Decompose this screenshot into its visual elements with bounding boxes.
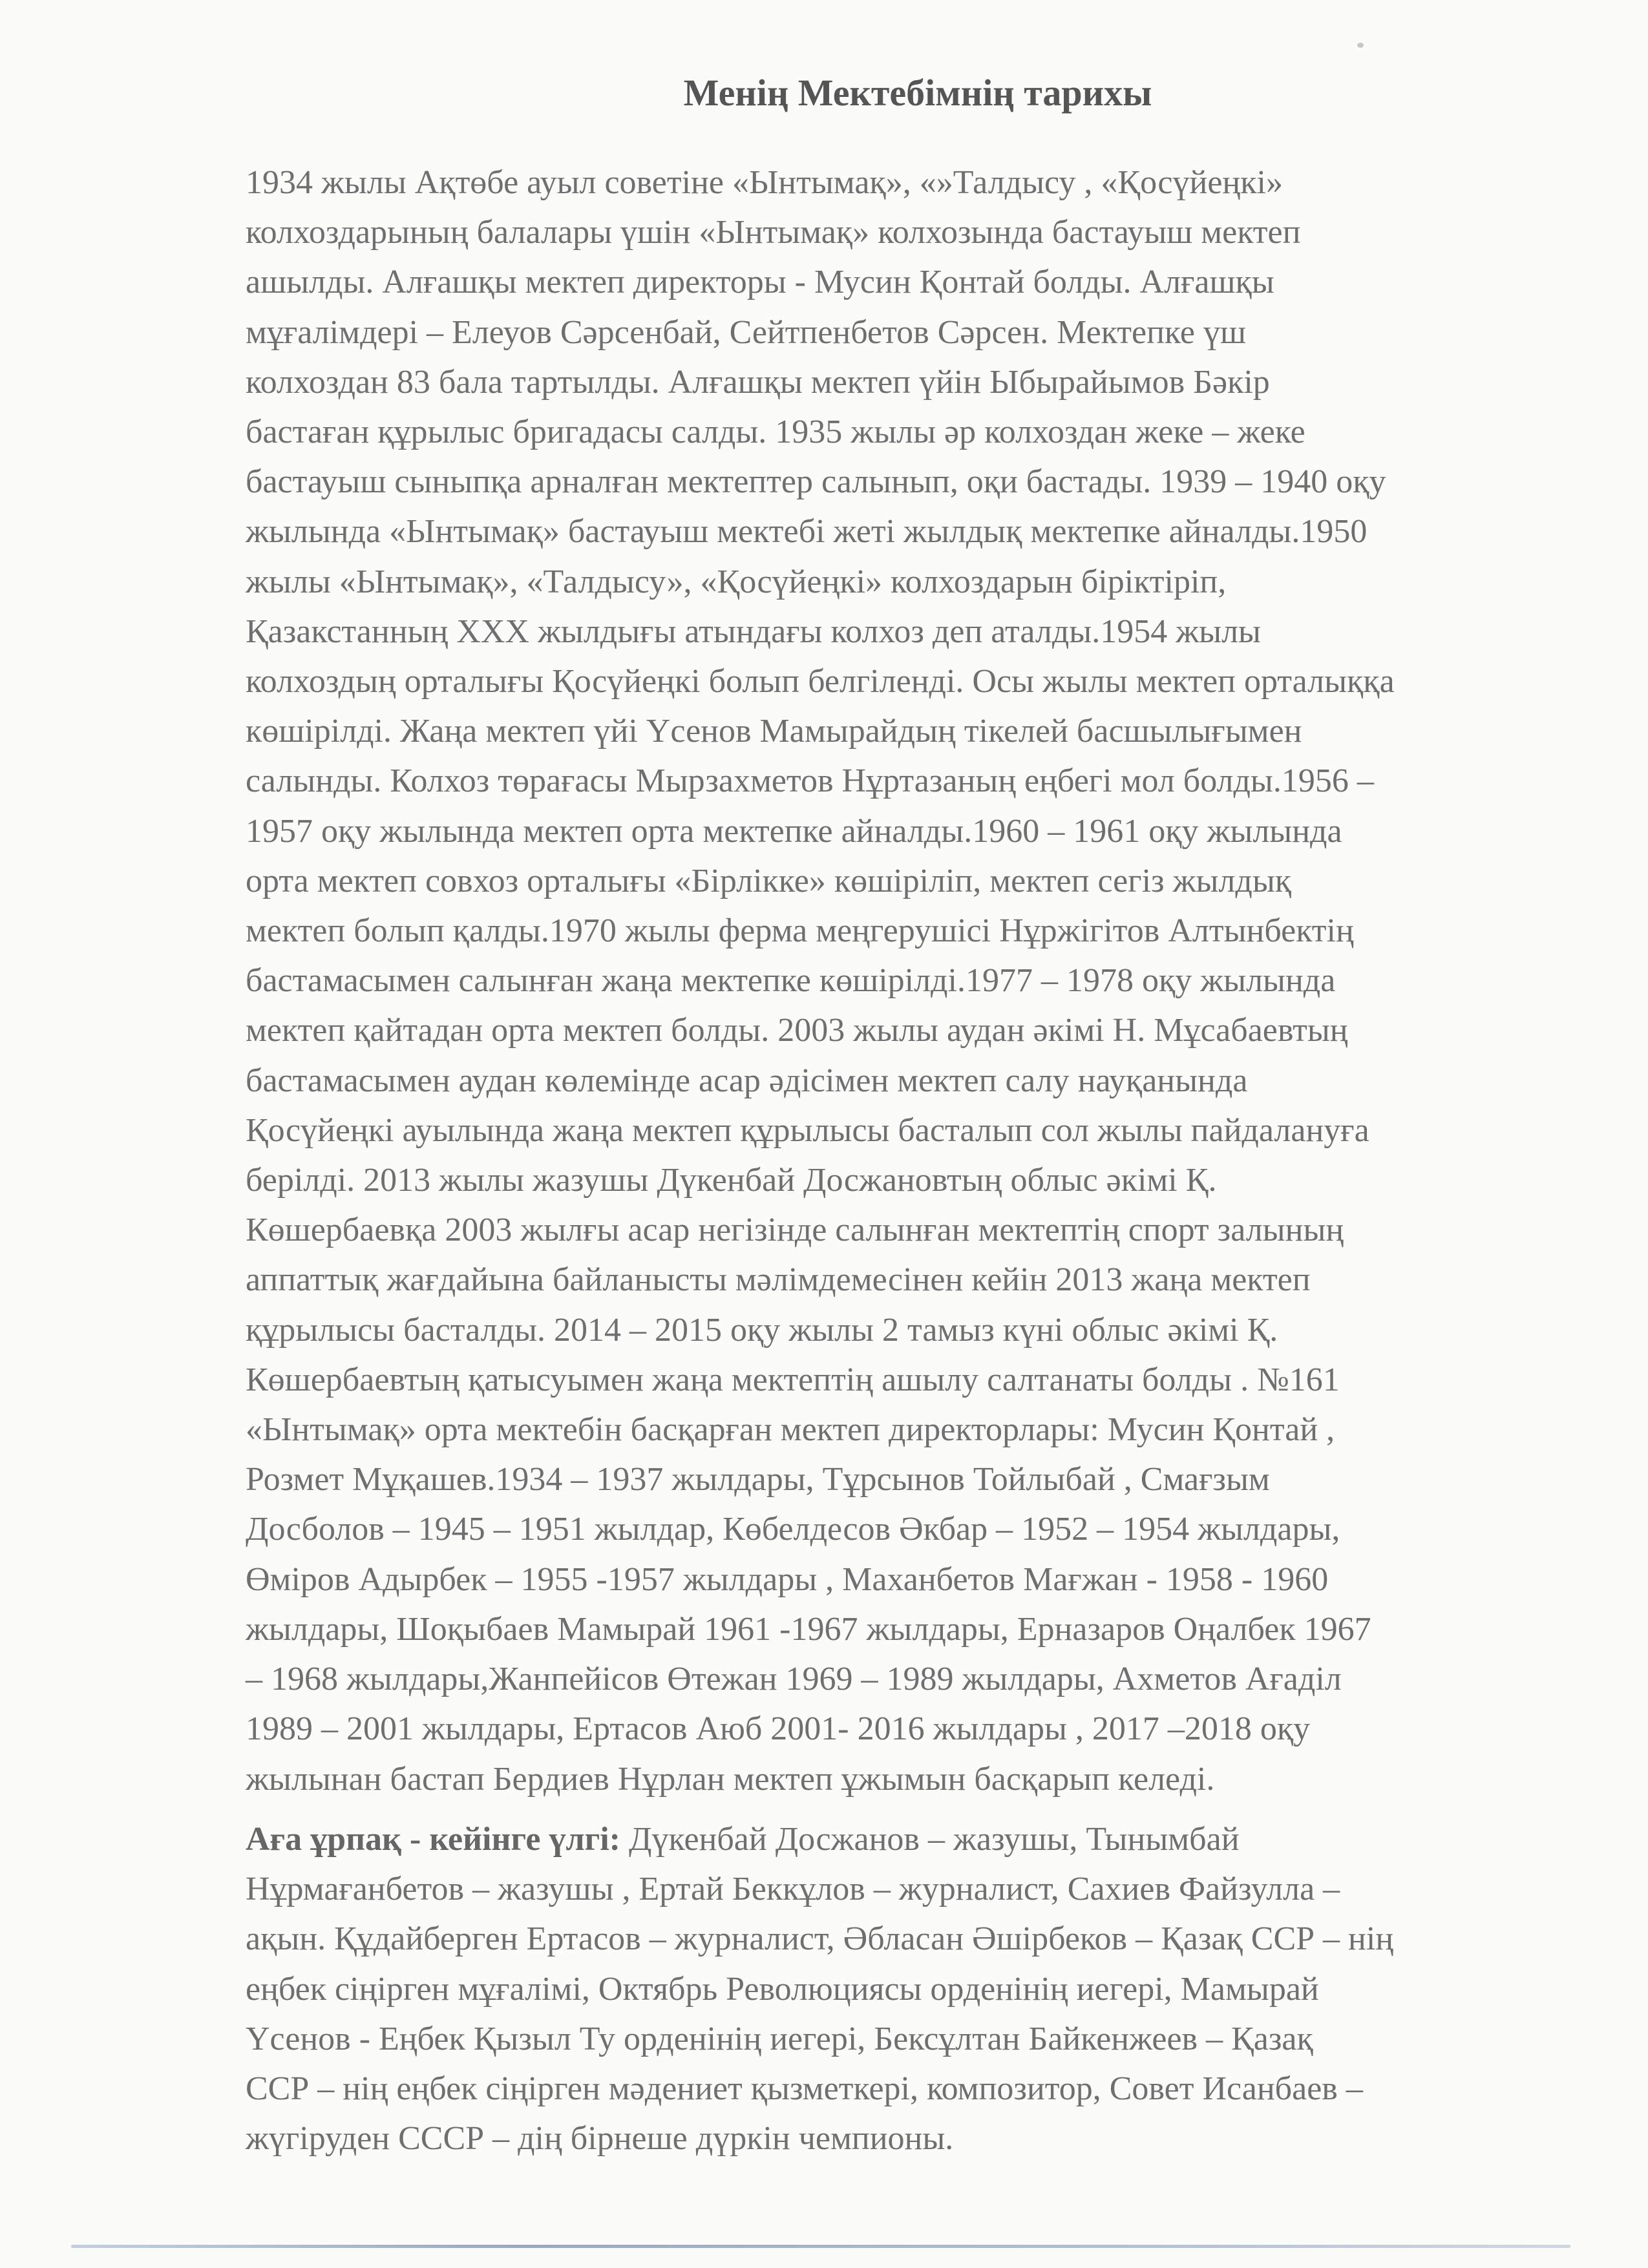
history-line: 1934 жылы Ақтөбе ауыл советіне «Ынтымақ», «»Талдысу , «Қосүйеңкі» xyxy=(246,164,1283,201)
history-line: берілді. 2013 жылы жазушы Дүкенбай Досжановтың облыс әкімі Қ. xyxy=(246,1162,1217,1199)
history-line: жылдары, Шоқыбаев Мамырай 1961 -1967 жылдары, Ерназаров Оңалбек 1967 xyxy=(246,1610,1371,1648)
history-line: жылы «Ынтымақ», «Талдысу», «Қосүйеңкі» колхоздарын біріктіріп, xyxy=(246,563,1227,600)
legacy-line: ССР – нің еңбек сіңірген мәдениет қызметкері, композитор, Совет Исанбаев – xyxy=(246,2070,1363,2108)
history-line: аппаттық жағдайына байланысты мәлімдемесінен кейін 2013 жаңа мектеп xyxy=(246,1261,1311,1299)
history-line: Розмет Мұқашев.1934 – 1937 жылдары, Тұрсынов Тойлыбай , Смағзым xyxy=(246,1461,1270,1498)
legacy-heading: Аға ұрпақ - кейінге үлгі: xyxy=(246,1821,620,1858)
history-line: Көшербаевқа 2003 жылғы асар негізінде салынған мектептің спорт залының xyxy=(246,1212,1344,1249)
history-line: құрылысы басталды. 2014 – 2015 оқу жылы 2 тамыз күні облыс әкімі Қ. xyxy=(246,1311,1278,1349)
bottom-edge-line xyxy=(71,2245,1570,2248)
history-line: Қазакстанның XXX жылдығы атындағы колхоз деп аталды.1954 жылы xyxy=(246,613,1261,650)
history-line: 1957 оқу жылында мектеп орта мектепке айналды.1960 – 1961 оқу жылында xyxy=(246,812,1342,850)
history-line: мұғалімдері – Елеуов Сәрсенбай, Сейтпенбетов Сәрсен. Мектепке үш xyxy=(246,313,1247,351)
legacy-line: Нұрмағанбетов – жазушы , Ертай Беккұлов – журналист, Сахиев Файзулла – xyxy=(246,1871,1340,1908)
history-line: – 1968 жылдары,Жанпейісов Өтежан 1969 – 1989 жылдары, Ахметов Ағаділ xyxy=(246,1661,1342,1698)
legacy-line: жүгіруден СССР – дің бірнеше дүркін чемпионы. xyxy=(246,2120,954,2158)
history-line: колхоздан 83 бала тартылды. Алғашқы мектеп үйін Ыбырайымов Бәкір xyxy=(246,363,1270,401)
history-line: бастаған құрылыс бригадасы салды. 1935 жылы әр колхоздан жеке – жеке xyxy=(246,414,1305,451)
history-line: Досболов – 1945 – 1951 жылдар, Көбелдесов Әкбар – 1952 – 1954 жылдары, xyxy=(246,1511,1340,1548)
history-line: бастамасымен салынған жаңа мектепке көшірілді.1977 – 1978 оқу жылында xyxy=(246,962,1336,1000)
history-line: Өміров Адырбек – 1955 -1957 жылдары , Маханбетов Мағжан - 1958 - 1960 xyxy=(246,1560,1329,1598)
scan-speck xyxy=(1357,43,1364,48)
legacy-paragraph xyxy=(246,1814,1545,2163)
history-line: жылында «Ынтымақ» бастауыш мектебі жеті жылдық мектепке айналды.1950 xyxy=(246,513,1368,551)
history-line: Көшербаевтың қатысуымен жаңа мектептің ашылу салтанаты болды . №161 xyxy=(246,1361,1340,1398)
legacy-first-line-text: Дүкенбай Досжанов – жазушы, Тынымбай xyxy=(620,1821,1240,1858)
history-line: «Ынтымақ» орта мектебін басқарған мектеп директорлары: Мусин Қонтай , xyxy=(246,1411,1335,1449)
history-line: колхоздарының балалары үшін «Ынтымақ» колхозында бастауыш мектеп xyxy=(246,214,1301,251)
history-line: мектеп болып қалды.1970 жылы ферма меңгерушісі Нұржігітов Алтынбектің xyxy=(246,912,1354,950)
history-line: жылынан бастап Бердиев Нұрлан мектеп ұжымын басқарып келеді. xyxy=(246,1760,1215,1798)
legacy-line: еңбек сіңірген мұғалімі, Октябрь Революциясы орденінің иегері, Мамырай xyxy=(246,1970,1319,2008)
legacy-line: Үсенов - Еңбек Қызыл Ту орденінің иегері, Бексұлтан Байкенжеев – Қазақ xyxy=(246,2020,1313,2057)
history-line: салынды. Колхоз төрағасы Мырзахметов Нұртазаның еңбегі мол болды.1956 – xyxy=(246,762,1374,800)
history-line: көшірілді. Жаңа мектеп үйі Үсенов Мамырайдың тікелей басшылығымен xyxy=(246,713,1302,750)
history-paragraph xyxy=(246,158,1545,1804)
history-line: мектеп қайтадан орта мектеп болды. 2003 жылы аудан әкімі Н. Мұсабаевтың xyxy=(246,1012,1348,1049)
history-line: орта мектеп совхоз орталығы «Бірлікке» көшіріліп, мектеп сегіз жылдық xyxy=(246,862,1292,899)
history-line: 1989 – 2001 жылдары, Ертасов Аюб 2001- 2016 жылдары , 2017 –2018 оқу xyxy=(246,1710,1311,1748)
legacy-line: ақын. Құдайберген Ертасов – журналист, Әбласан Әшірбеков – Қазақ ССР – нің xyxy=(246,1920,1394,1958)
page-title: Менің Мектебімнің тарихы xyxy=(683,72,1152,114)
history-line: ашылды. Алғашқы мектеп директоры - Мусин Қонтай болды. Алғашқы xyxy=(246,264,1274,301)
history-line: колхоздың орталығы Қосүйеңкі болып белгіленді. Осы жылы мектеп орталыққа xyxy=(246,663,1395,700)
legacy-line xyxy=(246,1814,1545,1864)
history-line: бастауыш сыныпқа арналған мектептер салынып, оқи бастады. 1939 – 1940 оқу xyxy=(246,463,1386,501)
history-line: бастамасымен аудан көлемінде асар әдісімен мектеп салу науқанында xyxy=(246,1062,1248,1099)
history-line: Қосүйеңкі ауылында жаңа мектеп құрылысы басталып сол жылы пайдалануға xyxy=(246,1111,1369,1149)
